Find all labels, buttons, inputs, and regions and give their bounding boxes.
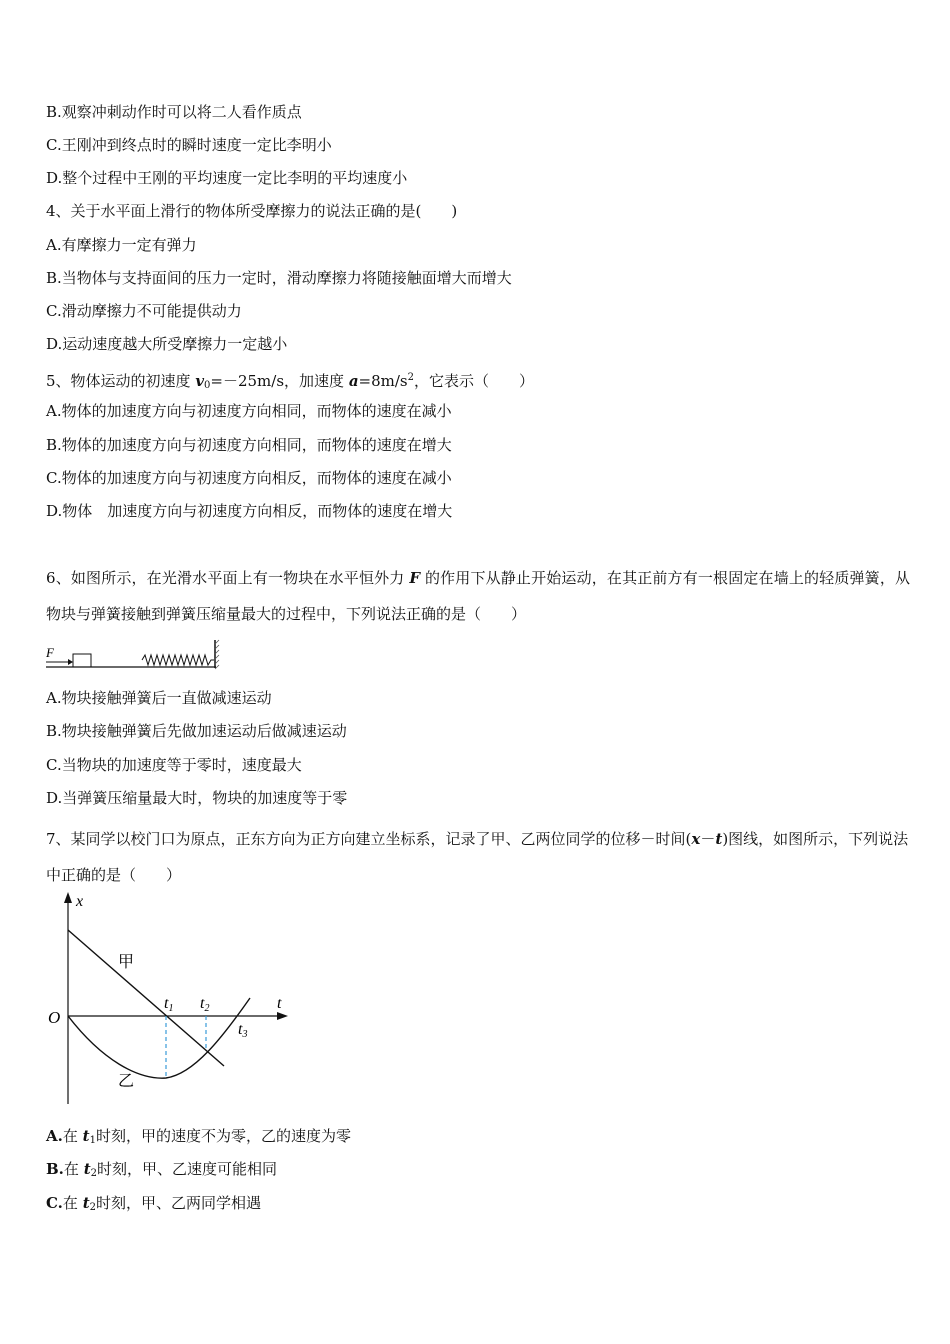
q7-stem-pre: 7、某同学以校门口为原点，正东方向为正方向建立坐标系，记录了甲、乙两位同学的位移－时间( (46, 830, 692, 848)
q4-option-b: B.当物体与支持面间的压力一定时，滑动摩擦力将随接触面增大而增大 (46, 269, 512, 287)
q6-option-d: D.当弹簧压缩量最大时，物块的加速度等于零 (46, 789, 348, 807)
q7-option-c-pre: 在 (62, 1194, 83, 1212)
xt-graph (44, 888, 304, 1108)
x-axis-arrowhead (64, 892, 72, 903)
q6-f-symbol: F (409, 569, 421, 587)
yi-label: 乙 (118, 1073, 135, 1090)
q7-option-a-text: 时刻，甲的速度不为零，乙的速度为零 (95, 1127, 351, 1145)
q6-stem-pre: 6、如图所示，在光滑水平面上有一物块在水平恒外力 (46, 569, 410, 587)
q5-v-subscript: 0 (204, 380, 211, 391)
q5-option-d: D.物体 加速度方向与初速度方向相反，而物体的速度在增大 (46, 502, 453, 520)
x-axis-label: x (76, 893, 84, 910)
block (73, 654, 91, 667)
q7-option-a-letter: A. (46, 1127, 63, 1145)
q7-option-b-text: 时刻，甲、乙速度可能相同 (97, 1160, 278, 1178)
q7-option-c-sub: 2 (89, 1202, 96, 1213)
q5-exponent: 2 (407, 372, 415, 383)
q5-option-c: C.物体的加速度方向与初速度方向相反，而物体的速度在减小 (46, 469, 452, 487)
q5-a-value: =8m/s (358, 372, 408, 390)
q5-stem-pre: 5、物体运动的初速度 (46, 372, 196, 390)
origin-label: O (48, 1008, 61, 1027)
q5-stem-mid: =－25m/s，加速度 (210, 372, 349, 390)
q7-option-b (46, 1159, 277, 1184)
q5-stem-post: ，它表示（ ） (414, 372, 535, 390)
t1-label: t1 (164, 995, 174, 1014)
q3-option-b: B.观察冲刺动作时可以将二人看作质点 (46, 103, 302, 121)
spring (142, 655, 214, 665)
q7-dash: － (700, 830, 716, 848)
q7-option-b-pre: 在 (63, 1160, 84, 1178)
q7-option-a-sub: 1 (89, 1135, 96, 1146)
q7-option-a-pre: 在 (62, 1127, 83, 1145)
q5-option-b: B.物体的加速度方向与初速度方向相同，而物体的速度在增大 (46, 436, 452, 454)
q4-option-c: C.滑动摩擦力不可能提供动力 (46, 302, 242, 320)
t-axis-arrowhead (277, 1012, 288, 1020)
t-axis-label: t (277, 995, 282, 1012)
q5-v-symbol: v (195, 372, 205, 390)
q3-option-d: D.整个过程中王刚的平均速度一定比李明的平均速度小 (46, 169, 408, 187)
q6-option-b: B.物块接触弹簧后先做加速运动后做减速运动 (46, 722, 347, 740)
force-arrowhead (68, 659, 73, 665)
q4-option-a: A.有摩擦力一定有弹力 (46, 236, 197, 254)
q5-option-a: A.物体的加速度方向与初速度方向相同，而物体的速度在减小 (46, 402, 452, 420)
q6-stem-post: 的作用下从静止开始运动，在其正前方有一根固定在墙上的轻质弹簧，从物块与弹簧接触到弹簧压缩量最大的过程中，下列说法正确的是（ ） (46, 569, 910, 623)
q4-option-d: D.运动速度越大所受摩擦力一定越小 (46, 335, 288, 353)
q7-x-symbol: x (691, 830, 701, 848)
q6-stem (46, 560, 910, 632)
q6-option-a: A.物块接触弹簧后一直做减速运动 (46, 689, 272, 707)
t2-label: t2 (200, 995, 210, 1014)
q7-stem-post: )图线，如图所示，下列说法中正确的是（ ） (46, 830, 909, 884)
q7-option-b-sub: 2 (90, 1168, 97, 1179)
q7-option-c (46, 1193, 261, 1218)
spring-block-figure (44, 636, 224, 676)
t3-label: t3 (238, 1021, 248, 1040)
q3-option-c: C.王刚冲到终点时的瞬时速度一定比李明小 (46, 136, 332, 154)
jia-label: 甲 (118, 954, 135, 971)
q7-option-c-t: t (82, 1194, 90, 1212)
q7-stem (46, 821, 910, 893)
q5-stem (46, 368, 534, 396)
q7-t-symbol: t (715, 830, 723, 848)
q4-stem: 4、关于水平面上滑行的物体所受摩擦力的说法正确的是( ) (46, 202, 458, 220)
q7-option-a-t: t (82, 1127, 90, 1145)
force-label: F (46, 645, 54, 660)
q7-option-a (46, 1126, 351, 1151)
q5-a-symbol: a (348, 372, 359, 390)
q7-option-c-letter: C. (46, 1194, 63, 1212)
q6-option-c: C.当物块的加速度等于零时，速度最大 (46, 756, 302, 774)
q7-option-b-t: t (83, 1160, 91, 1178)
q7-option-c-text: 时刻，甲、乙两同学相遇 (96, 1194, 262, 1212)
q7-option-b-letter: B. (46, 1160, 64, 1178)
